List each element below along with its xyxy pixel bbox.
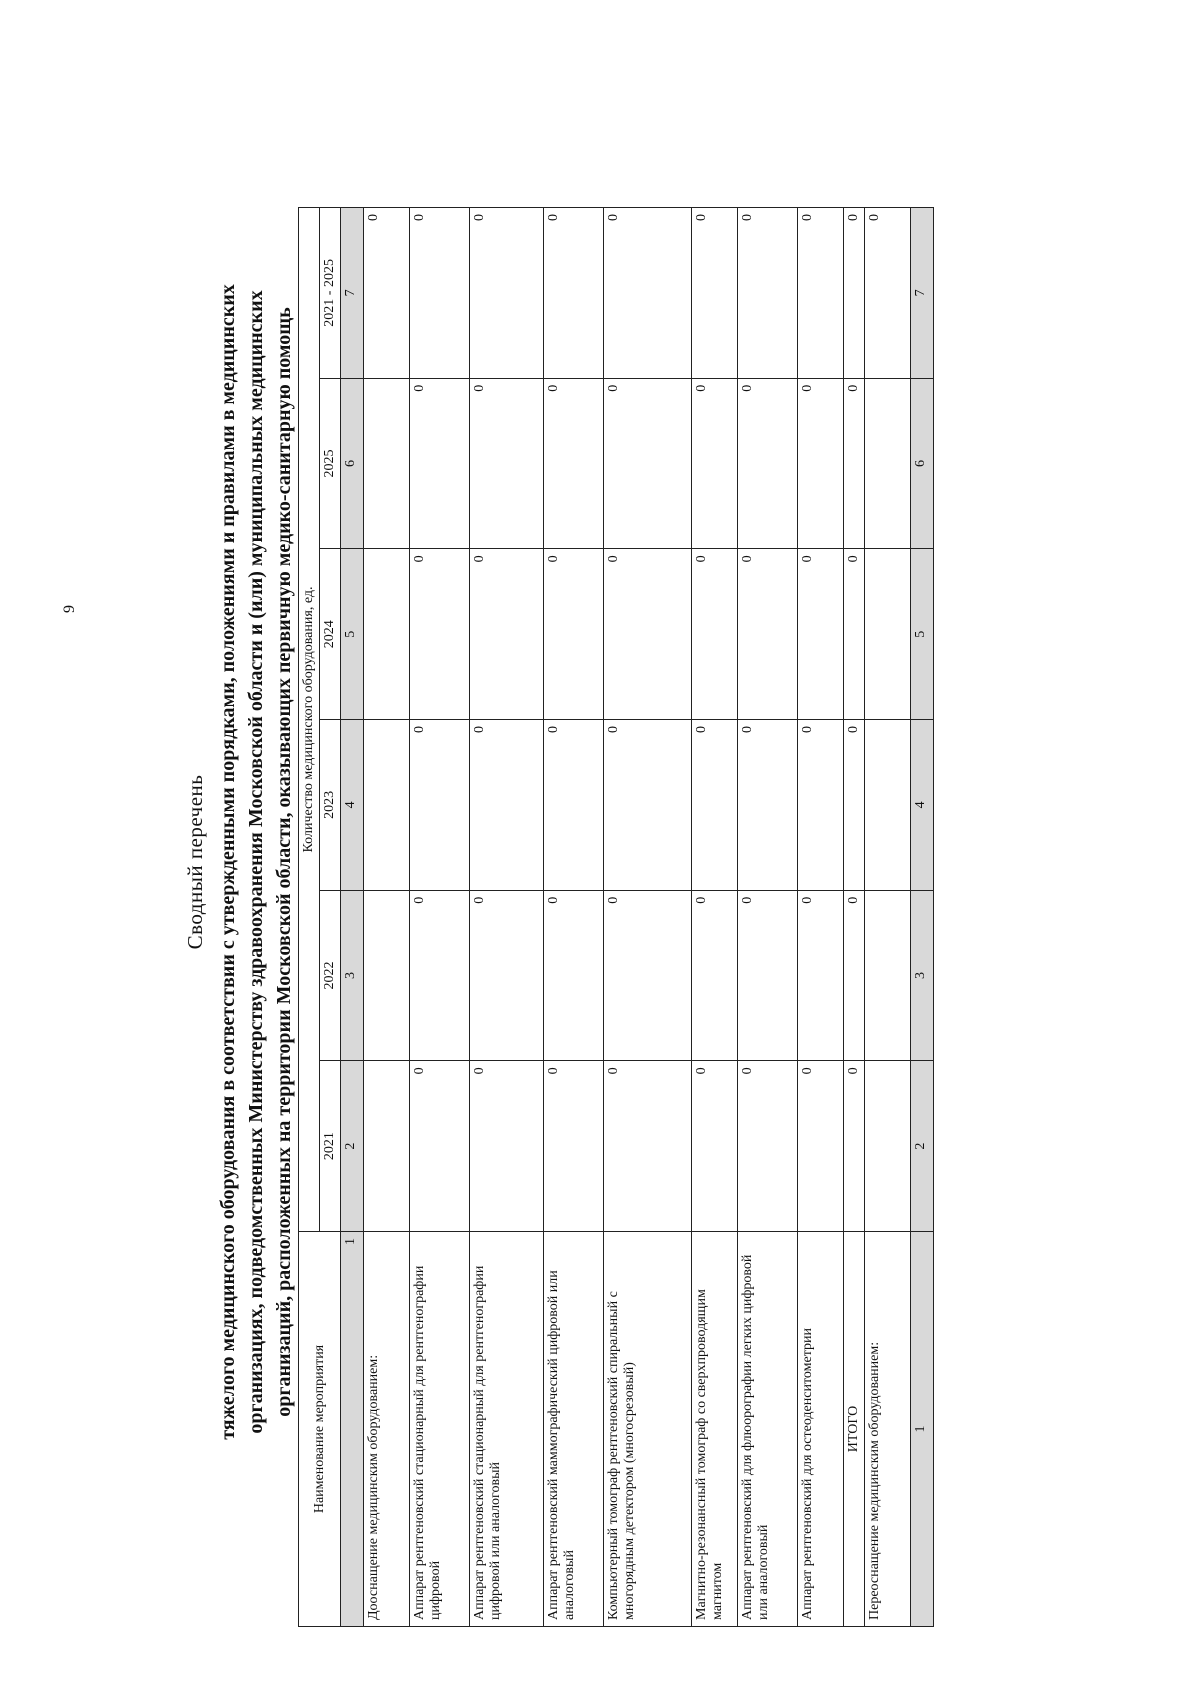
row-name-cell: ИТОГО xyxy=(844,1232,865,1627)
row-value-cell: 0 xyxy=(692,1061,738,1232)
row-value-cell: 0 xyxy=(470,1061,544,1232)
row-value-cell: 0 xyxy=(798,890,844,1061)
table-row xyxy=(410,208,470,1627)
column-number: 1 xyxy=(341,1232,364,1627)
table-row xyxy=(798,208,844,1627)
row-value-cell: 0 xyxy=(604,890,692,1061)
row-value-cell: 0 xyxy=(364,208,410,379)
row-name-cell: Аппарат рентгеновский для остеоденситометрии xyxy=(798,1232,844,1627)
row-value-cell: 0 xyxy=(470,549,544,720)
row-value-cell xyxy=(364,549,410,720)
row-value-cell xyxy=(865,549,911,720)
row-value-cell: 0 xyxy=(410,549,470,720)
column-number: 4 xyxy=(911,720,934,891)
row-value-cell: 0 xyxy=(738,720,798,891)
document-subtitle-line-2: организациях, подведомственных Министерству здравоохранения Московской области и (или) муниципальных медицинских xyxy=(245,290,267,1434)
row-value-cell xyxy=(865,720,911,891)
column-number: 3 xyxy=(911,890,934,1061)
column-number: 3 xyxy=(341,890,364,1061)
column-number: 4 xyxy=(341,720,364,891)
row-value-cell: 0 xyxy=(738,378,798,549)
row-value-cell: 0 xyxy=(604,720,692,891)
row-value-cell: 0 xyxy=(410,378,470,549)
row-value-cell: 0 xyxy=(470,378,544,549)
row-value-cell: 0 xyxy=(738,549,798,720)
header-year: 2022 xyxy=(320,890,341,1061)
header-group-cell: Количество медицинского оборудования, ед. xyxy=(299,208,320,1232)
row-value-cell: 0 xyxy=(692,549,738,720)
row-value-cell: 0 xyxy=(798,378,844,549)
row-value-cell: 0 xyxy=(544,208,604,379)
row-value-cell: 0 xyxy=(844,890,865,1061)
header-year: 2021 xyxy=(320,1061,341,1232)
row-value-cell: 0 xyxy=(544,890,604,1061)
table-row xyxy=(692,208,738,1627)
header-name-cell: Наименование мероприятия xyxy=(299,1232,341,1627)
row-value-cell: 0 xyxy=(738,890,798,1061)
document-subtitle-line-3: организаций, расположенных на территории Московской области, оказывающих первичную медико-санитарную помощь xyxy=(273,307,295,1417)
row-value-cell: 0 xyxy=(844,208,865,379)
row-value-cell: 0 xyxy=(544,1061,604,1232)
row-value-cell: 0 xyxy=(544,549,604,720)
row-value-cell: 0 xyxy=(692,720,738,891)
row-value-cell: 0 xyxy=(692,890,738,1061)
row-name-cell: Аппарат рентгеновский маммографический цифровой или аналоговый xyxy=(544,1232,604,1627)
column-number-footer-row xyxy=(911,208,934,1627)
row-value-cell: 0 xyxy=(544,378,604,549)
row-name-cell: Аппарат рентгеновский для флюорографии легких цифровой или аналоговый xyxy=(738,1232,798,1627)
row-value-cell: 0 xyxy=(692,208,738,379)
row-name-cell: Переоснащение медицинским оборудованием: xyxy=(865,1232,911,1627)
row-value-cell: 0 xyxy=(410,720,470,891)
row-value-cell xyxy=(865,890,911,1061)
row-value-cell: 0 xyxy=(604,1061,692,1232)
table-row xyxy=(604,208,692,1627)
row-value-cell: 0 xyxy=(798,720,844,891)
column-number: 6 xyxy=(911,378,934,549)
row-name-cell: Аппарат рентгеновский стационарный для рентгенографии цифровой или аналоговый xyxy=(470,1232,544,1627)
header-year: 2021 - 2025 xyxy=(320,208,341,379)
row-value-cell xyxy=(364,1061,410,1232)
column-number: 1 xyxy=(911,1232,934,1627)
table-row xyxy=(738,208,798,1627)
column-number: 5 xyxy=(341,549,364,720)
equipment-table xyxy=(298,207,934,1627)
row-value-cell xyxy=(865,378,911,549)
row-value-cell: 0 xyxy=(798,549,844,720)
row-value-cell: 0 xyxy=(692,378,738,549)
table-row xyxy=(865,208,911,1627)
row-value-cell xyxy=(364,720,410,891)
row-value-cell: 0 xyxy=(798,208,844,379)
table-row xyxy=(470,208,544,1627)
row-value-cell: 0 xyxy=(738,1061,798,1232)
table-body xyxy=(364,208,911,1627)
header-year: 2025 xyxy=(320,378,341,549)
row-value-cell xyxy=(364,890,410,1061)
header-year: 2023 xyxy=(320,720,341,891)
row-value-cell: 0 xyxy=(738,208,798,379)
row-value-cell: 0 xyxy=(470,208,544,379)
row-value-cell: 0 xyxy=(844,720,865,891)
row-value-cell: 0 xyxy=(604,208,692,379)
document-title: Сводный перечень xyxy=(183,774,207,950)
page-number: 9 xyxy=(61,605,78,613)
table-row xyxy=(844,208,865,1627)
table-header-row xyxy=(299,208,320,1627)
row-value-cell: 0 xyxy=(410,208,470,379)
row-value-cell: 0 xyxy=(844,1061,865,1232)
row-name-cell: Аппарат рентгеновский стационарный для рентгенографии цифровой xyxy=(410,1232,470,1627)
row-value-cell xyxy=(865,1061,911,1232)
row-name-cell: Магнитно-резонансный томограф со сверхпроводящим магнитом xyxy=(692,1232,738,1627)
row-name-cell: Дооснащение медицинским оборудованием: xyxy=(364,1232,410,1627)
header-year: 2024 xyxy=(320,549,341,720)
row-value-cell: 0 xyxy=(604,378,692,549)
row-value-cell: 0 xyxy=(470,890,544,1061)
document-subtitle-line-1: тяжелого медицинского оборудования в соответствии с утвержденными порядками, положениями и правилами в медицинских xyxy=(217,284,239,1440)
column-number: 2 xyxy=(341,1061,364,1232)
row-value-cell: 0 xyxy=(470,720,544,891)
column-number: 5 xyxy=(911,549,934,720)
row-value-cell: 0 xyxy=(410,1061,470,1232)
row-value-cell: 0 xyxy=(604,549,692,720)
table-row xyxy=(544,208,604,1627)
column-number: 7 xyxy=(911,208,934,379)
column-number: 6 xyxy=(341,378,364,549)
column-number: 2 xyxy=(911,1061,934,1232)
table-row xyxy=(364,208,410,1627)
column-number-row xyxy=(341,208,364,1627)
row-value-cell: 0 xyxy=(798,1061,844,1232)
row-value-cell: 0 xyxy=(865,208,911,379)
rotated-sheet xyxy=(183,87,1068,1637)
column-number: 7 xyxy=(341,208,364,379)
row-value-cell: 0 xyxy=(410,890,470,1061)
row-value-cell xyxy=(364,378,410,549)
row-value-cell: 0 xyxy=(544,720,604,891)
row-value-cell: 0 xyxy=(844,378,865,549)
row-value-cell: 0 xyxy=(844,549,865,720)
row-name-cell: Компьютерный томограф рентгеновский спиральный с многорядным детектором (многосрезовый) xyxy=(604,1232,692,1627)
